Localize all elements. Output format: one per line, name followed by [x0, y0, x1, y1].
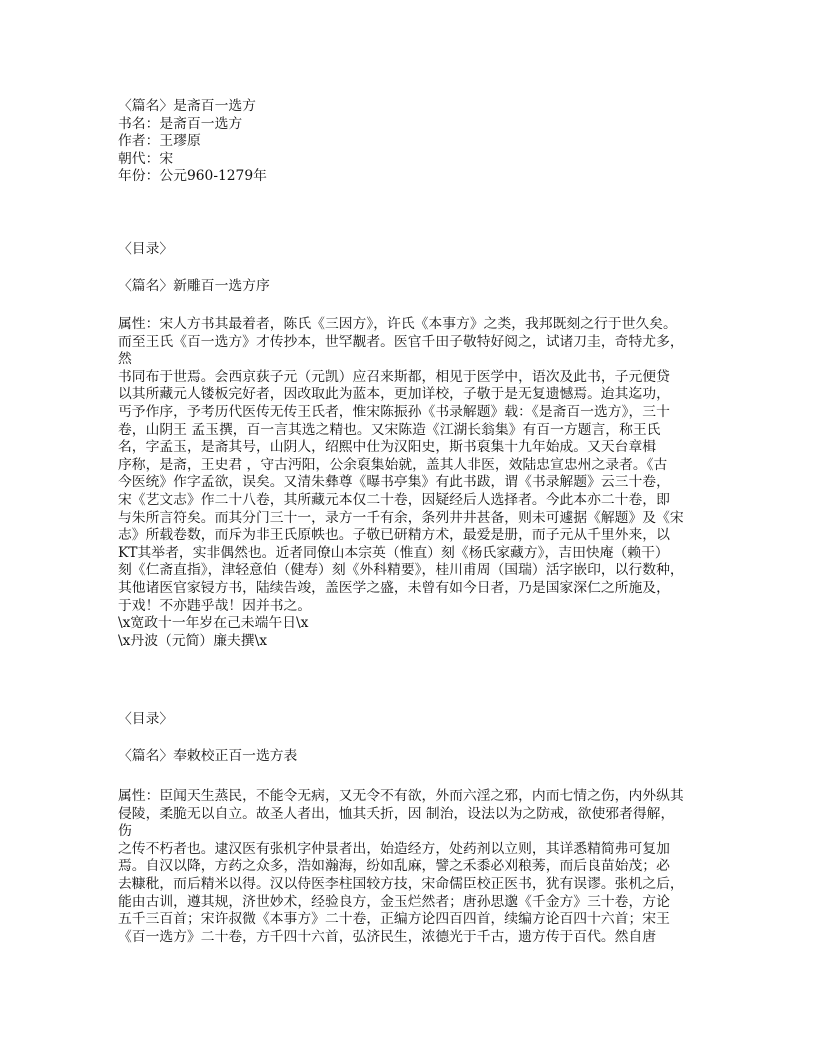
- section-memorial: [118, 748, 718, 766]
- text-line: 于戏！不亦韪乎哉！因并书之。: [118, 597, 312, 614]
- text-line: 书同布于世焉。会西京荻子元（元凯）应召来斯都，相见于医学中，语次及此书，子元便贷: [118, 368, 670, 385]
- header-line: 作者：王璆原: [118, 133, 201, 150]
- text-line: 今医统》作字孟欲，误矣。又清朱彝尊《曝书亭集》有此书跋，谓《书录解题》云三十卷，: [118, 474, 670, 491]
- toc-marker: 〈目录〉: [118, 711, 174, 727]
- text-line: 而至王氏《百一选方》才传抄本，世罕觏者。医官千田子敬特好阅之，试诸刀圭，奇特尤多，: [118, 333, 684, 350]
- text-line: \x宽政十一年岁在己未端午日\x: [118, 615, 309, 632]
- header-line: 〈篇名〉是斋百一选方: [118, 98, 256, 114]
- text-line: 序称，是斋，王史君 ，守古沔阳，公余裒集始就，盖其人非医，效陆忠宣忠州之录者。《古: [118, 456, 668, 473]
- text-line: 卷，山阴王 孟玉撰，百一言其选之精也。又宋陈造《江湖长翁集》有百一方题言，称王氏: [118, 421, 661, 438]
- section-preface-body: [118, 316, 718, 650]
- header-line: 朝代：宋: [118, 150, 174, 167]
- section-memorial-body: [118, 788, 718, 946]
- header-line: 书名：是斋百一选方: [118, 115, 243, 132]
- header-line: 年份：公元960-1279年: [118, 168, 267, 185]
- text-line: 宋《艺文志》作二十八卷，其所藏元本仅二十卷，因疑经后人选择者。今此本亦二十卷，即: [118, 491, 670, 508]
- section-preface: [118, 278, 718, 296]
- text-line: 侵陵，柔脆无以自立。故圣人者出，恤其夭折，因 制治，设法以为之防戒，欲使邪者得解，: [118, 805, 675, 822]
- text-line: KT其举者，实非偶然也。近者同僚山本宗英（惟直）刻《杨氏家藏方》，吉田快庵（赖干）: [118, 544, 669, 561]
- text-line: 去糠秕，而后精米以得。汉以侍医李柱国较方技，宋命儒臣校正医书，犹有误谬。张机之后，: [118, 875, 684, 892]
- text-line: 其他诸医官家锓方书，陆续告竣，盖医学之盛，未曾有如今日者，乃是国家深仁之所施及，: [118, 579, 670, 596]
- text-line: 之传不朽者也。逮汉医有张机字仲景者出，始造经方，处药剂以立则，其详悉精简弗可复加: [118, 840, 670, 857]
- text-line: 名，字孟玉，是斋其号，山阴人，绍熙中仕为汉阳史，斯书裒集十九年始成。又天台章楫: [118, 439, 657, 456]
- text-line: 然: [118, 351, 132, 368]
- text-line: 《百一选方》二十卷，方千四十六首，弘济民生，浓德光于千古，遗方传于百代。然自唐: [118, 928, 657, 945]
- text-line: 伤: [118, 823, 132, 840]
- text-line: 与朱所言符矣。而其分门三十一，录方一千有余，条列井井甚备，则未可遽据《解题》及《宋: [118, 509, 684, 526]
- section-title: 〈篇名〉新雕百一选方序: [118, 278, 270, 294]
- text-line: 志》所载卷数，而斥为非王氏原帙也。子敬已研精方术，最爱是册，而子元从千里外来，以: [118, 527, 670, 544]
- document-header: [118, 98, 718, 186]
- text-line: 以其所藏元人镂板完好者，因改取此为蓝本，更加详校，子敬于是无复遗憾焉。迨其迄功，: [118, 386, 670, 403]
- text-line: 丐予作序，予考历代医传无传王氏者，惟宋陈振孙《书录解题》载：《是斋百一选方》，三十: [118, 403, 670, 420]
- text-line: 五千三百首；宋许叔微《本事方》二十卷，正编方论四百四首，续编方论百四十六首；宋王: [118, 911, 670, 928]
- text-line: 刻《仁斋直指》，津轻意伯（健寿）刻《外科精要》，桂川甫周（国瑞）活字嵌印，以行数种，: [118, 562, 684, 579]
- text-line: \x丹波（元简）廉夫撰\x: [118, 632, 268, 649]
- text-line: 能由古训，遵其规，济世妙术，经验良方，金玉烂然者；唐孙思邈《千金方》三十卷，方论: [118, 893, 670, 910]
- text-line: 焉。自汉以降，方药之众多，浩如瀚海，纷如乱麻，譬之禾黍必刈稂莠，而后良苗始茂；必: [118, 858, 670, 875]
- section-title: 〈篇名〉奉敕校正百一选方表: [118, 748, 298, 764]
- text-line: 属性：臣闻天生蒸民，不能令无病，又无令不有欲，外而六淫之邪，内而七情之伤，内外纵其: [118, 788, 684, 804]
- toc-marker: 〈目录〉: [118, 241, 174, 257]
- text-line: 属性：宋人方书其最着者，陈氏《三因方》，许氏《本事方》之类，我邦既刻之行于世久矣。: [118, 316, 677, 332]
